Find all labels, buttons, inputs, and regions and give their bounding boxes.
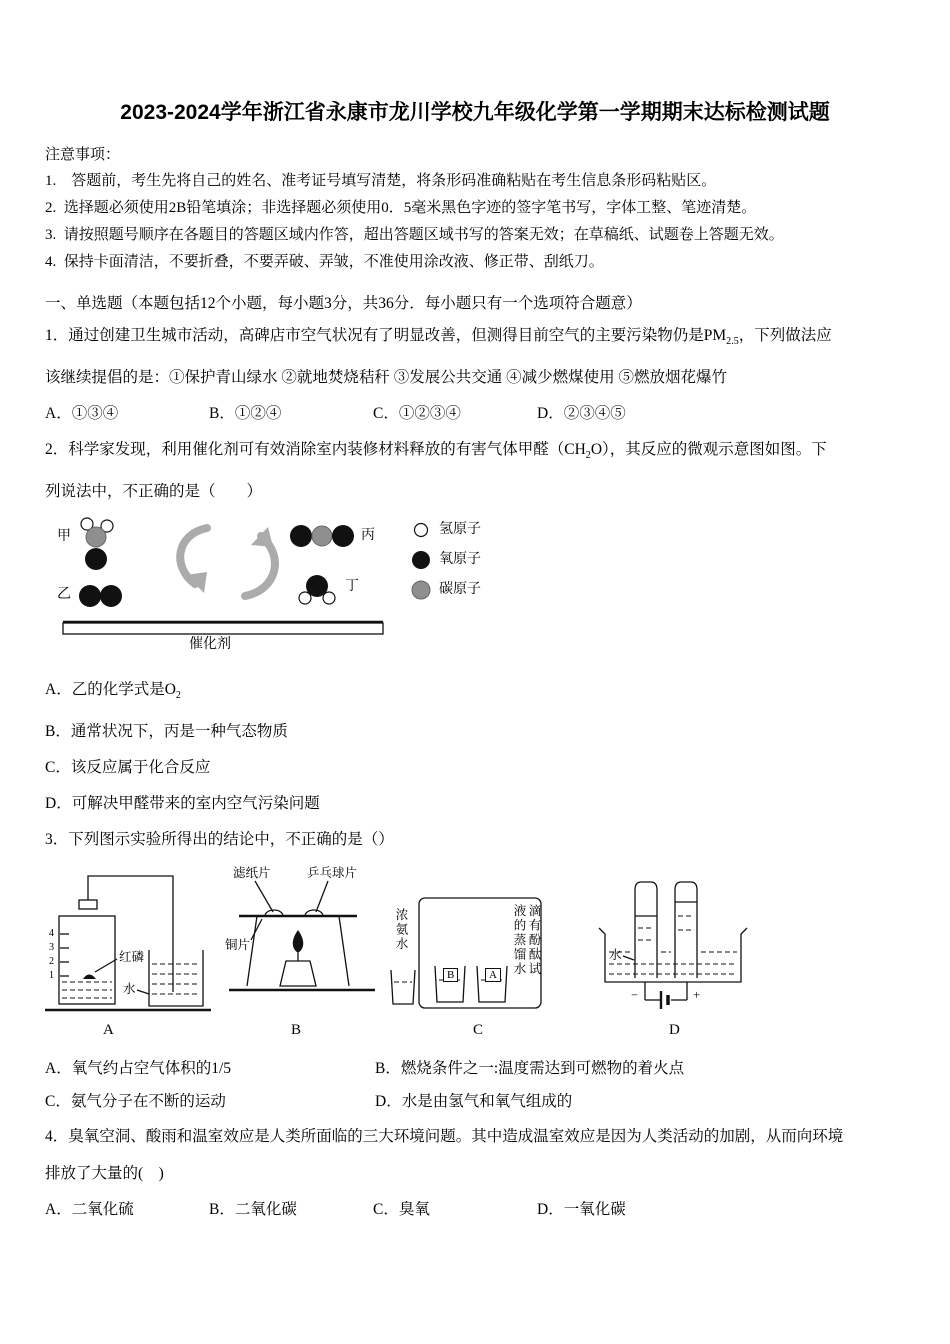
water-label-a: 水 xyxy=(123,982,136,997)
q2-option-d: D．可解决甲醛带来的室内空气污染问题 xyxy=(45,795,320,813)
q2-option-a-subscript: 2 xyxy=(175,690,181,702)
q1-line1-post: ，下列做法应 xyxy=(738,327,832,344)
question-2 xyxy=(45,432,905,822)
scale-mark-2: 2 xyxy=(49,956,54,968)
water-label-d: 水 xyxy=(609,948,622,963)
molecule-bing-carbon-dioxide xyxy=(290,525,354,547)
legend-oxygen-label: 氧原子 xyxy=(439,552,481,568)
pingpong-piece-label: 乒乓球片 xyxy=(307,866,358,881)
legend-hydrogen-label: 氢原子 xyxy=(439,522,481,538)
notice-item-4: 4. 保持卡面清洁，不要折叠，不要弄破、弄皱，不准使用涂改液、修正带、刮纸刀。 xyxy=(45,254,604,270)
molecule-yi-oxygen xyxy=(79,585,122,607)
experiment-b-ignition-point xyxy=(225,864,380,1044)
q1-option-a: A．①③④ xyxy=(45,405,119,423)
scale-mark-1: 1 xyxy=(49,970,54,982)
molecule-ding-water xyxy=(299,575,335,604)
cup-a-letter: A xyxy=(485,968,501,982)
red-phosphorus-label: 红磷 xyxy=(119,950,145,965)
q2-line1-post: O），其反应的微观示意图如图。下 xyxy=(590,441,827,459)
q4-option-a: A．二氧化硫 xyxy=(45,1201,134,1219)
q2-molecular-diagram xyxy=(49,514,689,666)
q1-option-d: D．②③④⑤ xyxy=(537,405,626,423)
question-4-options xyxy=(45,1192,905,1228)
molecule-jia-formaldehyde xyxy=(81,518,113,570)
q2-option-a-text: A．乙的化学式是O xyxy=(45,681,176,699)
q2-option-a xyxy=(45,672,905,714)
q3-option-a: A．氧气约占空气体积的1/5 xyxy=(45,1060,232,1078)
reaction-arrows xyxy=(180,527,275,596)
question-2-text-line1 xyxy=(45,432,905,474)
experiment-d-electrolysis xyxy=(589,864,769,1044)
label-yi: 乙 xyxy=(57,587,71,603)
experiment-c-graphic xyxy=(387,864,579,1016)
panel-b-letter: B xyxy=(291,1022,302,1039)
q3-option-c: C．氨气分子在不断的运动 xyxy=(45,1093,226,1111)
filter-paper-label: 滤纸片 xyxy=(233,866,271,881)
question-1-text-line1 xyxy=(45,318,905,360)
positive-electrode-label: + xyxy=(693,988,701,1003)
cup-b-letter: B xyxy=(443,968,458,982)
q3-option-d: D．水是由氢气和氧气组成的 xyxy=(375,1093,573,1111)
question-2-text-line2: 列说法中，不正确的是（ ） xyxy=(45,483,263,501)
q1-line1-pre: 1．通过创建卫生城市活动，高碑店市空气状况有了明显改善，但测得目前空气的主要污染物仍是PM xyxy=(45,327,727,344)
notice-heading: 注意事项： xyxy=(45,147,121,163)
notice-section xyxy=(45,142,905,276)
q1-option-c: C．①②③④ xyxy=(373,405,461,423)
ammonia-label: 浓氨水 xyxy=(394,908,408,952)
q2-line1-pre: 2．科学家发现，利用催化剂可有效消除室内装修材料释放的有害气体甲醛（CH xyxy=(45,441,586,459)
atom-legend-icons xyxy=(412,524,430,600)
scale-mark-3: 3 xyxy=(49,942,54,954)
experiment-c-ammonia-diffusion xyxy=(387,864,579,1044)
label-bing: 丙 xyxy=(361,528,375,544)
q3-experiment-diagrams xyxy=(45,864,905,1044)
q2-option-b: B．通常状况下，丙是一种气态物质 xyxy=(45,723,288,741)
panel-a-letter: A xyxy=(103,1022,114,1039)
q1-option-b: B．①②④ xyxy=(209,405,282,423)
q2-ch2o-subscript: 2 xyxy=(585,450,591,462)
experiment-d-graphic xyxy=(589,864,769,1016)
negative-electrode-label: − xyxy=(631,988,639,1003)
question-1-text-line2: 该继续提倡的是：①保护青山绿水 ②就地焚烧秸秆 ③发展公共交通 ④减少燃煤使用 ⑤燃放烟花爆竹 xyxy=(45,369,728,387)
question-1 xyxy=(45,318,905,432)
panel-c-letter: C xyxy=(473,1022,484,1039)
notice-item-3: 3. 请按照题号顺序在各题目的答题区域内作答，超出答题区域书写的答案无效；在草稿纸、试题卷上答题无效。 xyxy=(45,227,784,243)
question-3 xyxy=(45,822,905,1118)
q4-option-c: C．臭氧 xyxy=(373,1201,430,1219)
copper-sheet-label: 铜片 xyxy=(225,938,251,953)
label-ding: 丁 xyxy=(345,579,359,595)
question-4 xyxy=(45,1118,905,1228)
page-title: 2023-2024学年浙江省永康市龙川学校九年级化学第一学期期末达标检测试题 xyxy=(120,101,830,124)
question-3-text: 3．下列图示实验所得出的结论中，不正确的是（） xyxy=(45,831,394,849)
q3-option-b: B．燃烧条件之一:温度需达到可燃物的着火点 xyxy=(375,1060,685,1078)
question-4-text-line1: 4．臭氧空洞、酸雨和温室效应是人类所面临的三大环境问题。其中造成温室效应是因为人类活动的加剧，从而向环境 xyxy=(45,1128,844,1146)
scale-mark-4: 4 xyxy=(49,928,54,940)
section-heading: 一、单选题（本题包括12个小题，每小题3分，共36分．每小题只有一个选项符合题意） xyxy=(45,295,642,312)
notice-item-1: 1. 答题前，考生先将自己的姓名、准考证号填写清楚，将条形码准确粘贴在考生信息条形码粘贴区。 xyxy=(45,173,717,189)
catalyst-surface xyxy=(63,622,383,634)
q4-option-b: B．二氧化碳 xyxy=(209,1201,297,1219)
legend-carbon-label: 碳原子 xyxy=(439,582,481,598)
panel-d-letter: D xyxy=(669,1022,680,1039)
oxygen-atom-icon xyxy=(412,551,430,569)
q2-option-c: C．该反应属于化合反应 xyxy=(45,759,211,777)
hydrogen-atom-icon xyxy=(415,524,428,537)
carbon-atom-icon xyxy=(412,581,430,599)
question-4-text-line2: 排放了大量的( ) xyxy=(45,1165,164,1183)
q1-pm-subscript: 2.5 xyxy=(726,336,739,348)
label-catalyst: 催化剂 xyxy=(189,637,231,653)
question-3-options xyxy=(45,1052,905,1118)
label-jia: 甲 xyxy=(57,529,71,545)
q4-option-d: D．一氧化碳 xyxy=(537,1201,626,1219)
notice-item-2: 2. 选择题必须使用2B铅笔填涂；非选择题必须使用0．5毫米黑色字迹的签字笔书写，字体工整、笔迹清楚。 xyxy=(45,200,757,216)
question-1-options xyxy=(45,396,905,432)
experiment-a-oxygen-measurement xyxy=(45,864,217,1044)
phenolphthalein-water-label: 滴有酚酞试液的蒸馏水 xyxy=(512,904,541,977)
